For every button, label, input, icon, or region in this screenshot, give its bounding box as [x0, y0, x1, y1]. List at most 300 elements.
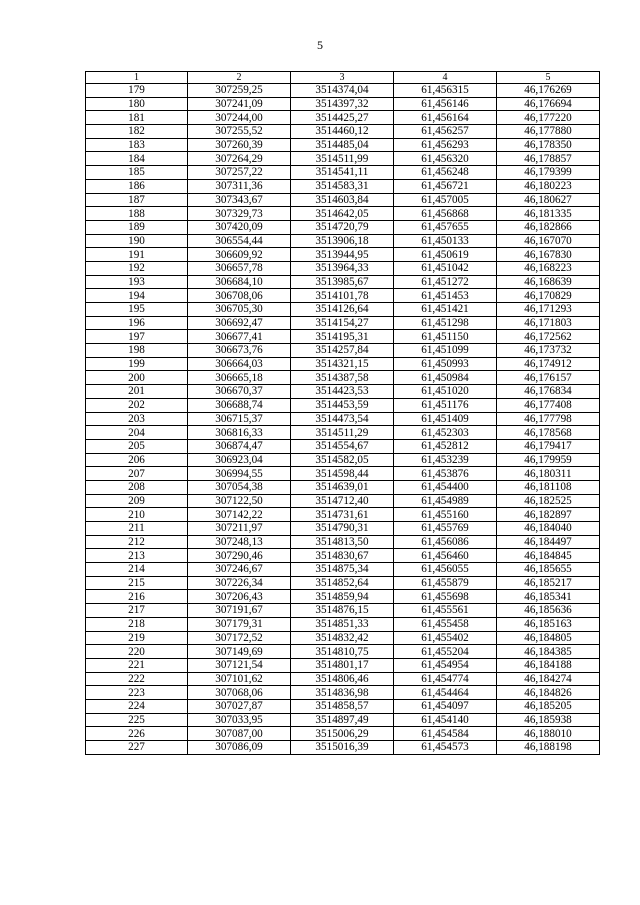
- latitude-cell: 61,456320: [394, 152, 497, 166]
- point-number-cell: 180: [86, 97, 188, 111]
- latitude-cell: 61,451272: [394, 275, 497, 289]
- point-number-cell: 220: [86, 645, 188, 659]
- point-number-cell: 210: [86, 508, 188, 522]
- latitude-cell: 61,454989: [394, 494, 497, 508]
- point-number-cell: 194: [86, 289, 188, 303]
- longitude-cell: 46,178350: [497, 138, 600, 152]
- latitude-cell: 61,455204: [394, 645, 497, 659]
- point-number-cell: 186: [86, 179, 188, 193]
- column-header-2: 2: [188, 72, 291, 84]
- table-body: [86, 84, 600, 755]
- point-number-cell: 216: [86, 590, 188, 604]
- latitude-cell: 61,455879: [394, 576, 497, 590]
- point-number-cell: 183: [86, 138, 188, 152]
- point-number-cell: 201: [86, 385, 188, 399]
- longitude-cell: 46,177408: [497, 398, 600, 412]
- x-coordinate-cell: 306677,41: [188, 330, 291, 344]
- x-coordinate-cell: 306688,74: [188, 398, 291, 412]
- table-row: [86, 207, 600, 221]
- x-coordinate-cell: 307311,36: [188, 179, 291, 193]
- point-number-cell: 225: [86, 713, 188, 727]
- y-coordinate-cell: 3514806,46: [291, 672, 394, 686]
- header-row: [86, 72, 600, 84]
- longitude-cell: 46,184274: [497, 672, 600, 686]
- table-row: [86, 453, 600, 467]
- page-number: 5: [317, 38, 323, 52]
- y-coordinate-cell: 3514257,84: [291, 344, 394, 358]
- y-coordinate-cell: 3514423,53: [291, 385, 394, 399]
- y-coordinate-cell: 3514598,44: [291, 467, 394, 481]
- y-coordinate-cell: 3514387,58: [291, 371, 394, 385]
- longitude-cell: 46,185636: [497, 604, 600, 618]
- point-number-cell: 207: [86, 467, 188, 481]
- point-number-cell: 187: [86, 193, 188, 207]
- latitude-cell: 61,454097: [394, 699, 497, 713]
- longitude-cell: 46,184385: [497, 645, 600, 659]
- point-number-cell: 218: [86, 617, 188, 631]
- column-header-1: 1: [86, 72, 188, 84]
- table-row: [86, 385, 600, 399]
- table-row: [86, 330, 600, 344]
- table-row: [86, 344, 600, 358]
- latitude-cell: 61,454954: [394, 658, 497, 672]
- y-coordinate-cell: 3514852,64: [291, 576, 394, 590]
- point-number-cell: 211: [86, 522, 188, 536]
- y-coordinate-cell: 3514720,79: [291, 220, 394, 234]
- longitude-cell: 46,171293: [497, 303, 600, 317]
- longitude-cell: 46,185217: [497, 576, 600, 590]
- table-row: [86, 467, 600, 481]
- x-coordinate-cell: 307068,06: [188, 686, 291, 700]
- y-coordinate-cell: 3514876,15: [291, 604, 394, 618]
- latitude-cell: 61,450619: [394, 248, 497, 262]
- y-coordinate-cell: 3513964,33: [291, 261, 394, 275]
- x-coordinate-cell: 307260,39: [188, 138, 291, 152]
- y-coordinate-cell: 3514603,84: [291, 193, 394, 207]
- longitude-cell: 46,182897: [497, 508, 600, 522]
- latitude-cell: 61,455698: [394, 590, 497, 604]
- table-row: [86, 316, 600, 330]
- table-row: [86, 248, 600, 262]
- point-number-cell: 224: [86, 699, 188, 713]
- table-row: [86, 357, 600, 371]
- x-coordinate-cell: 306609,92: [188, 248, 291, 262]
- point-number-cell: 190: [86, 234, 188, 248]
- longitude-cell: 46,168223: [497, 261, 600, 275]
- table-row: [86, 426, 600, 440]
- point-number-cell: 188: [86, 207, 188, 221]
- y-coordinate-cell: 3514154,27: [291, 316, 394, 330]
- table-row: [86, 303, 600, 317]
- y-coordinate-cell: 3515006,29: [291, 727, 394, 741]
- x-coordinate-cell: 306692,47: [188, 316, 291, 330]
- x-coordinate-cell: 307246,67: [188, 563, 291, 577]
- longitude-cell: 46,184845: [497, 549, 600, 563]
- table-row: [86, 727, 600, 741]
- latitude-cell: 61,450133: [394, 234, 497, 248]
- y-coordinate-cell: 3514541,11: [291, 166, 394, 180]
- y-coordinate-cell: 3514473,54: [291, 412, 394, 426]
- latitude-cell: 61,457655: [394, 220, 497, 234]
- longitude-cell: 46,176269: [497, 84, 600, 98]
- longitude-cell: 46,185938: [497, 713, 600, 727]
- latitude-cell: 61,451176: [394, 398, 497, 412]
- y-coordinate-cell: 3514875,34: [291, 563, 394, 577]
- longitude-cell: 46,184188: [497, 658, 600, 672]
- longitude-cell: 46,171803: [497, 316, 600, 330]
- latitude-cell: 61,456164: [394, 111, 497, 125]
- latitude-cell: 61,453239: [394, 453, 497, 467]
- x-coordinate-cell: 307241,09: [188, 97, 291, 111]
- table-row: [86, 412, 600, 426]
- x-coordinate-cell: 306664,03: [188, 357, 291, 371]
- point-number-cell: 179: [86, 84, 188, 98]
- y-coordinate-cell: 3513985,67: [291, 275, 394, 289]
- y-coordinate-cell: 3515016,39: [291, 741, 394, 755]
- table-row: [86, 111, 600, 125]
- table-row: [86, 371, 600, 385]
- longitude-cell: 46,179417: [497, 439, 600, 453]
- point-number-cell: 199: [86, 357, 188, 371]
- latitude-cell: 61,456460: [394, 549, 497, 563]
- latitude-cell: 61,451042: [394, 261, 497, 275]
- y-coordinate-cell: 3514511,99: [291, 152, 394, 166]
- latitude-cell: 61,454464: [394, 686, 497, 700]
- longitude-cell: 46,184805: [497, 631, 600, 645]
- latitude-cell: 61,450984: [394, 371, 497, 385]
- y-coordinate-cell: 3514801,17: [291, 658, 394, 672]
- table-header: [86, 72, 600, 84]
- x-coordinate-cell: 307172,52: [188, 631, 291, 645]
- x-coordinate-cell: 307255,52: [188, 125, 291, 139]
- point-number-cell: 182: [86, 125, 188, 139]
- y-coordinate-cell: 3514639,01: [291, 480, 394, 494]
- table-row: [86, 522, 600, 536]
- point-number-cell: 226: [86, 727, 188, 741]
- longitude-cell: 46,185341: [497, 590, 600, 604]
- point-number-cell: 181: [86, 111, 188, 125]
- y-coordinate-cell: 3514582,05: [291, 453, 394, 467]
- latitude-cell: 61,452812: [394, 439, 497, 453]
- x-coordinate-cell: 306705,30: [188, 303, 291, 317]
- y-coordinate-cell: 3513906,18: [291, 234, 394, 248]
- table-row: [86, 699, 600, 713]
- table-row: [86, 398, 600, 412]
- latitude-cell: 61,456146: [394, 97, 497, 111]
- y-coordinate-cell: 3514321,15: [291, 357, 394, 371]
- table-row: [86, 125, 600, 139]
- latitude-cell: 61,456315: [394, 84, 497, 98]
- table-row: [86, 686, 600, 700]
- y-coordinate-cell: 3514642,05: [291, 207, 394, 221]
- y-coordinate-cell: 3514897,49: [291, 713, 394, 727]
- latitude-cell: 61,450993: [394, 357, 497, 371]
- table-row: [86, 261, 600, 275]
- point-number-cell: 189: [86, 220, 188, 234]
- y-coordinate-cell: 3514731,61: [291, 508, 394, 522]
- y-coordinate-cell: 3514453,59: [291, 398, 394, 412]
- longitude-cell: 46,185163: [497, 617, 600, 631]
- x-coordinate-cell: 306874,47: [188, 439, 291, 453]
- x-coordinate-cell: 307248,13: [188, 535, 291, 549]
- longitude-cell: 46,176157: [497, 371, 600, 385]
- longitude-cell: 46,177220: [497, 111, 600, 125]
- point-number-cell: 222: [86, 672, 188, 686]
- y-coordinate-cell: 3514810,75: [291, 645, 394, 659]
- y-coordinate-cell: 3514485,04: [291, 138, 394, 152]
- table-row: [86, 480, 600, 494]
- x-coordinate-cell: 307257,22: [188, 166, 291, 180]
- point-number-cell: 197: [86, 330, 188, 344]
- y-coordinate-cell: 3514583,31: [291, 179, 394, 193]
- table-row: [86, 713, 600, 727]
- longitude-cell: 46,181108: [497, 480, 600, 494]
- table-row: [86, 741, 600, 755]
- point-number-cell: 191: [86, 248, 188, 262]
- y-coordinate-cell: 3514790,31: [291, 522, 394, 536]
- x-coordinate-cell: 307264,29: [188, 152, 291, 166]
- point-number-cell: 203: [86, 412, 188, 426]
- x-coordinate-cell: 307211,97: [188, 522, 291, 536]
- latitude-cell: 61,451099: [394, 344, 497, 358]
- longitude-cell: 46,182866: [497, 220, 600, 234]
- x-coordinate-cell: 307329,73: [188, 207, 291, 221]
- x-coordinate-cell: 307259,25: [188, 84, 291, 98]
- latitude-cell: 61,454584: [394, 727, 497, 741]
- longitude-cell: 46,179399: [497, 166, 600, 180]
- latitude-cell: 61,454774: [394, 672, 497, 686]
- longitude-cell: 46,179959: [497, 453, 600, 467]
- table-row: [86, 631, 600, 645]
- y-coordinate-cell: 3514425,27: [291, 111, 394, 125]
- table-row: [86, 563, 600, 577]
- latitude-cell: 61,456055: [394, 563, 497, 577]
- y-coordinate-cell: 3514813,50: [291, 535, 394, 549]
- x-coordinate-cell: 306684,10: [188, 275, 291, 289]
- longitude-cell: 46,184497: [497, 535, 600, 549]
- longitude-cell: 46,173732: [497, 344, 600, 358]
- table-row: [86, 289, 600, 303]
- longitude-cell: 46,172562: [497, 330, 600, 344]
- column-header-5: 5: [497, 72, 600, 84]
- latitude-cell: 61,453876: [394, 467, 497, 481]
- y-coordinate-cell: 3514832,42: [291, 631, 394, 645]
- x-coordinate-cell: 306923,04: [188, 453, 291, 467]
- x-coordinate-cell: 307343,67: [188, 193, 291, 207]
- longitude-cell: 46,188010: [497, 727, 600, 741]
- y-coordinate-cell: 3514858,57: [291, 699, 394, 713]
- longitude-cell: 46,184826: [497, 686, 600, 700]
- point-number-cell: 209: [86, 494, 188, 508]
- longitude-cell: 46,178857: [497, 152, 600, 166]
- latitude-cell: 61,451150: [394, 330, 497, 344]
- table-row: [86, 535, 600, 549]
- table-row: [86, 193, 600, 207]
- point-number-cell: 212: [86, 535, 188, 549]
- latitude-cell: 61,454400: [394, 480, 497, 494]
- column-header-4: 4: [394, 72, 497, 84]
- longitude-cell: 46,184040: [497, 522, 600, 536]
- point-number-cell: 221: [86, 658, 188, 672]
- longitude-cell: 46,185655: [497, 563, 600, 577]
- point-number-cell: 204: [86, 426, 188, 440]
- latitude-cell: 61,451409: [394, 412, 497, 426]
- latitude-cell: 61,452303: [394, 426, 497, 440]
- latitude-cell: 61,456721: [394, 179, 497, 193]
- latitude-cell: 61,457005: [394, 193, 497, 207]
- y-coordinate-cell: 3514554,67: [291, 439, 394, 453]
- coordinates-table: [85, 71, 600, 755]
- column-header-3: 3: [291, 72, 394, 84]
- point-number-cell: 193: [86, 275, 188, 289]
- latitude-cell: 61,455160: [394, 508, 497, 522]
- table-row: [86, 672, 600, 686]
- x-coordinate-cell: 307420,09: [188, 220, 291, 234]
- y-coordinate-cell: 3514830,67: [291, 549, 394, 563]
- point-number-cell: 213: [86, 549, 188, 563]
- point-number-cell: 205: [86, 439, 188, 453]
- point-number-cell: 198: [86, 344, 188, 358]
- table-row: [86, 220, 600, 234]
- table-row: [86, 617, 600, 631]
- x-coordinate-cell: 306708,06: [188, 289, 291, 303]
- table-row: [86, 275, 600, 289]
- latitude-cell: 61,455458: [394, 617, 497, 631]
- longitude-cell: 46,185205: [497, 699, 600, 713]
- y-coordinate-cell: 3514859,94: [291, 590, 394, 604]
- x-coordinate-cell: 306994,55: [188, 467, 291, 481]
- x-coordinate-cell: 306816,33: [188, 426, 291, 440]
- y-coordinate-cell: 3514511,29: [291, 426, 394, 440]
- latitude-cell: 61,454140: [394, 713, 497, 727]
- y-coordinate-cell: 3514836,98: [291, 686, 394, 700]
- x-coordinate-cell: 306673,76: [188, 344, 291, 358]
- latitude-cell: 61,451020: [394, 385, 497, 399]
- point-number-cell: 215: [86, 576, 188, 590]
- x-coordinate-cell: 306670,37: [188, 385, 291, 399]
- table-row: [86, 658, 600, 672]
- point-number-cell: 192: [86, 261, 188, 275]
- point-number-cell: 195: [86, 303, 188, 317]
- table-row: [86, 152, 600, 166]
- y-coordinate-cell: 3514712,40: [291, 494, 394, 508]
- longitude-cell: 46,180223: [497, 179, 600, 193]
- x-coordinate-cell: 307244,00: [188, 111, 291, 125]
- table-row: [86, 508, 600, 522]
- x-coordinate-cell: 307179,31: [188, 617, 291, 631]
- table-row: [86, 645, 600, 659]
- longitude-cell: 46,167830: [497, 248, 600, 262]
- latitude-cell: 61,455402: [394, 631, 497, 645]
- point-number-cell: 185: [86, 166, 188, 180]
- table-row: [86, 604, 600, 618]
- longitude-cell: 46,174912: [497, 357, 600, 371]
- point-number-cell: 202: [86, 398, 188, 412]
- table-row: [86, 179, 600, 193]
- latitude-cell: 61,456868: [394, 207, 497, 221]
- longitude-cell: 46,181335: [497, 207, 600, 221]
- latitude-cell: 61,451421: [394, 303, 497, 317]
- x-coordinate-cell: 307086,09: [188, 741, 291, 755]
- longitude-cell: 46,188198: [497, 741, 600, 755]
- x-coordinate-cell: 307101,62: [188, 672, 291, 686]
- longitude-cell: 46,176834: [497, 385, 600, 399]
- longitude-cell: 46,168639: [497, 275, 600, 289]
- x-coordinate-cell: 307226,34: [188, 576, 291, 590]
- latitude-cell: 61,455561: [394, 604, 497, 618]
- latitude-cell: 61,454573: [394, 741, 497, 755]
- table-row: [86, 439, 600, 453]
- longitude-cell: 46,176694: [497, 97, 600, 111]
- point-number-cell: 206: [86, 453, 188, 467]
- table-row: [86, 84, 600, 98]
- x-coordinate-cell: 307191,67: [188, 604, 291, 618]
- point-number-cell: 219: [86, 631, 188, 645]
- x-coordinate-cell: 306715,37: [188, 412, 291, 426]
- longitude-cell: 46,180627: [497, 193, 600, 207]
- point-number-cell: 214: [86, 563, 188, 577]
- longitude-cell: 46,178568: [497, 426, 600, 440]
- x-coordinate-cell: 306554,44: [188, 234, 291, 248]
- x-coordinate-cell: 307027,87: [188, 699, 291, 713]
- point-number-cell: 196: [86, 316, 188, 330]
- latitude-cell: 61,456257: [394, 125, 497, 139]
- latitude-cell: 61,455769: [394, 522, 497, 536]
- table-row: [86, 590, 600, 604]
- longitude-cell: 46,170829: [497, 289, 600, 303]
- y-coordinate-cell: 3514126,64: [291, 303, 394, 317]
- x-coordinate-cell: 307122,50: [188, 494, 291, 508]
- table-row: [86, 234, 600, 248]
- latitude-cell: 61,451453: [394, 289, 497, 303]
- x-coordinate-cell: 307054,38: [188, 480, 291, 494]
- table-row: [86, 97, 600, 111]
- x-coordinate-cell: 307149,69: [188, 645, 291, 659]
- table-row: [86, 549, 600, 563]
- x-coordinate-cell: 307290,46: [188, 549, 291, 563]
- y-coordinate-cell: 3513944,95: [291, 248, 394, 262]
- table-row: [86, 166, 600, 180]
- point-number-cell: 200: [86, 371, 188, 385]
- x-coordinate-cell: 307142,22: [188, 508, 291, 522]
- x-coordinate-cell: 307206,43: [188, 590, 291, 604]
- x-coordinate-cell: 306657,78: [188, 261, 291, 275]
- longitude-cell: 46,177880: [497, 125, 600, 139]
- x-coordinate-cell: 306665,18: [188, 371, 291, 385]
- table-row: [86, 576, 600, 590]
- point-number-cell: 208: [86, 480, 188, 494]
- x-coordinate-cell: 307087,00: [188, 727, 291, 741]
- longitude-cell: 46,180311: [497, 467, 600, 481]
- latitude-cell: 61,451298: [394, 316, 497, 330]
- y-coordinate-cell: 3514195,31: [291, 330, 394, 344]
- y-coordinate-cell: 3514374,04: [291, 84, 394, 98]
- y-coordinate-cell: 3514101,78: [291, 289, 394, 303]
- table-row: [86, 494, 600, 508]
- point-number-cell: 217: [86, 604, 188, 618]
- y-coordinate-cell: 3514397,32: [291, 97, 394, 111]
- longitude-cell: 46,177798: [497, 412, 600, 426]
- table-row: [86, 138, 600, 152]
- y-coordinate-cell: 3514851,33: [291, 617, 394, 631]
- y-coordinate-cell: 3514460,12: [291, 125, 394, 139]
- x-coordinate-cell: 307033,95: [188, 713, 291, 727]
- point-number-cell: 223: [86, 686, 188, 700]
- longitude-cell: 46,167070: [497, 234, 600, 248]
- latitude-cell: 61,456086: [394, 535, 497, 549]
- point-number-cell: 184: [86, 152, 188, 166]
- latitude-cell: 61,456248: [394, 166, 497, 180]
